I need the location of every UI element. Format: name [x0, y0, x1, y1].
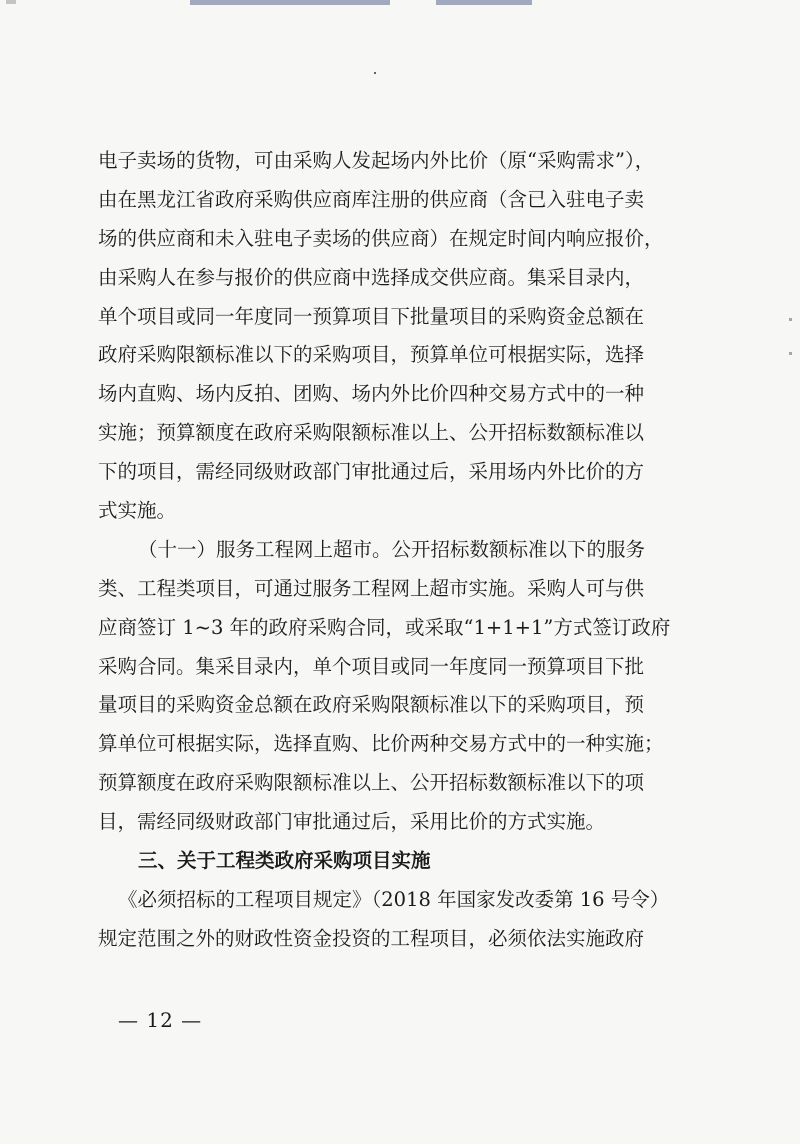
section-11-line: 算单位可根据实际，选择直购、比价两种交易方式中的一种实施； [98, 732, 664, 756]
body-line: 政府采购限额标准以下的采购项目，预算单位可根据实际，选择 [98, 343, 645, 367]
scan-speck [789, 318, 792, 321]
scan-top-strip [0, 0, 800, 8]
section-11-line: 目，需经同级财政部门审批通过后，采用比价的方式实施。 [98, 810, 606, 834]
document-body [98, 142, 704, 959]
scan-header-bar [436, 0, 532, 5]
section-11-line: 类、工程类项目，可通过服务工程网上超市实施。采购人可与供 [98, 576, 645, 600]
section-11-line: 预算额度在政府采购限额标准以上、公开招标数额标准以下的项 [98, 771, 645, 795]
body-line: 由在黑龙江省政府采购供应商库注册的供应商（含已入驻电子卖 [98, 187, 645, 211]
section-3-heading: 三、关于工程类政府采购项目实施 [138, 849, 431, 873]
body-line: 场内直购、场内反拍、团购、场内外比价四种交易方式中的一种 [98, 382, 645, 406]
body-line: 单个项目或同一年度同一预算项目下批量项目的采购资金总额在 [98, 304, 645, 328]
scan-speck [374, 72, 376, 74]
section-11-line: 采购合同。集采目录内，单个项目或同一年度同一预算项目下批 [98, 654, 645, 678]
section-3-line: 《必须招标的工程项目规定》（2018 年国家发改委第 16 号令） [118, 887, 670, 911]
scan-header-bar [190, 0, 390, 5]
section-11-line: 应商签订 1~3 年的政府采购合同，或采取“1+1+1”方式签订政府 [98, 615, 671, 639]
page-number: — 12 — [118, 1008, 203, 1032]
body-line: 场的供应商和未入驻电子卖场的供应商）在规定时间内响应报价， [98, 226, 664, 250]
body-line: 式实施。 [98, 499, 177, 523]
section-11-first-line: （十一）服务工程网上超市。公开招标数额标准以下的服务 [138, 537, 646, 561]
body-line: 下的项目，需经同级财政部门审批通过后，采用场内外比价的方 [98, 460, 645, 484]
body-line: 电子卖场的货物，可由采购人发起场内外比价（原“采购需求”）， [98, 149, 655, 172]
scan-speck [789, 352, 792, 355]
body-line: 由采购人在参与报价的供应商中选择成交供应商。集采目录内， [98, 265, 645, 289]
body-line: 实施；预算额度在政府采购限额标准以上、公开招标数额标准以 [98, 421, 645, 445]
scan-corner-mark [6, 0, 16, 4]
section-11-line: 量项目的采购资金总额在政府采购限额标准以下的采购项目，预 [98, 693, 645, 717]
section-3-line: 规定范围之外的财政性资金投资的工程项目，必须依法实施政府 [98, 926, 645, 950]
